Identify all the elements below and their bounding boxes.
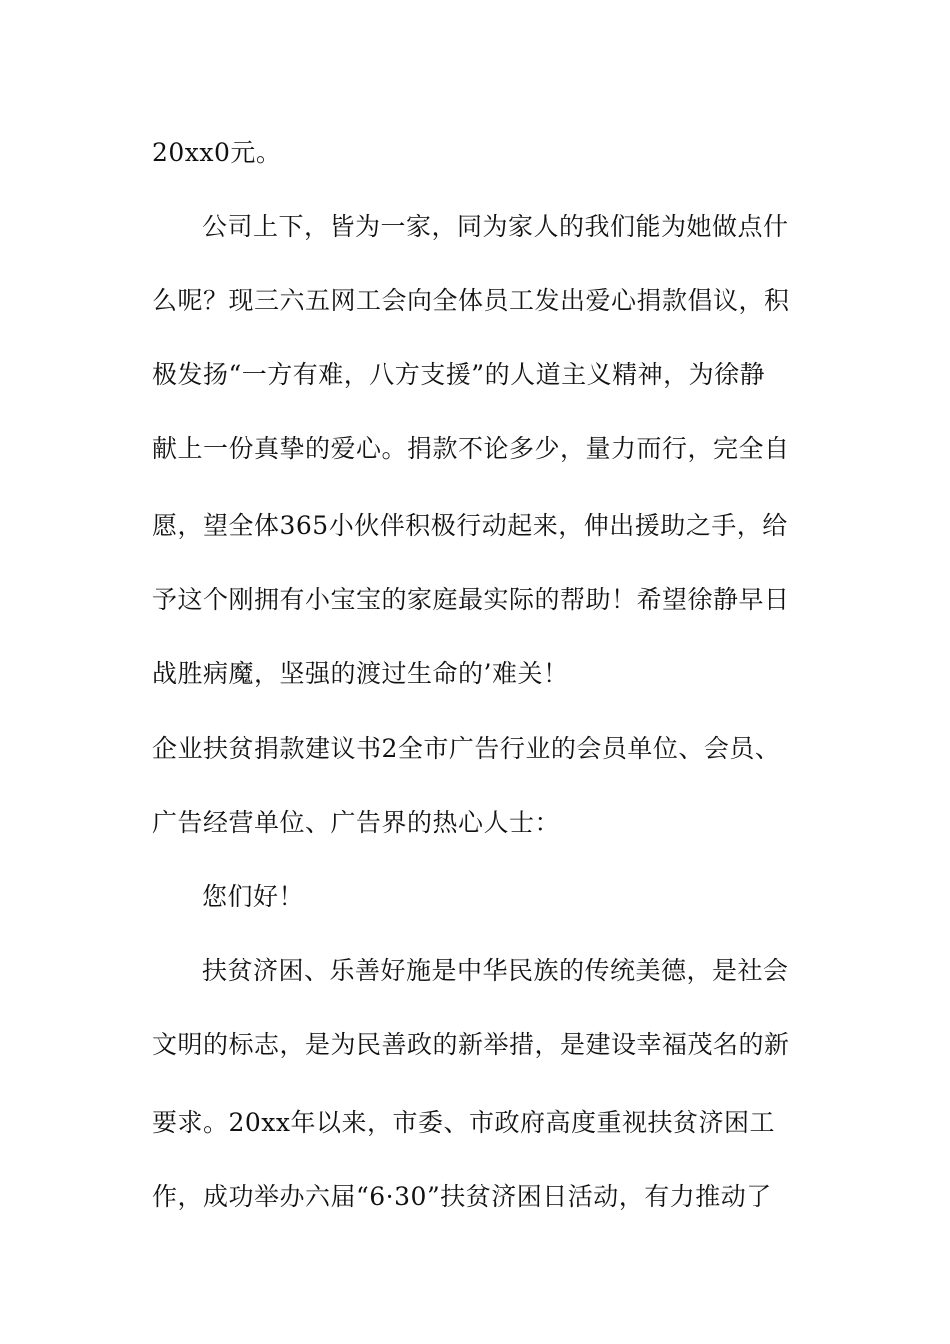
greeting-line: 您们好！ — [202, 882, 305, 911]
text-line: 献上一份真挚的爱心。捐款不论多少，量力而行，完全自 — [152, 434, 790, 463]
text-line: 予这个刚拥有小宝宝的家庭最实际的帮助！希望徐静早日 — [152, 585, 790, 614]
text-line: 战胜病魔，坚强的渡过生命的’难关！ — [152, 659, 569, 688]
text-line: 么呢？现三六五网工会向全体员工发出爱心捐款倡议，积 — [152, 286, 790, 315]
paragraph-start-line: 公司上下，皆为一家，同为家人的我们能为她做点什 — [202, 212, 789, 241]
text-line: 要求。20xx年以来，市委、市政府高度重视扶贫济困工 — [152, 1108, 776, 1137]
section-title-line: 企业扶贫捐款建议书2全市广告行业的会员单位、会员、 — [152, 734, 781, 763]
text-line: 愿，望全体365小伙伴积极行动起来，伸出援助之手，给 — [152, 511, 788, 540]
text-line: 20xx0元。 — [152, 138, 282, 167]
text-line: 广告经营单位、广告界的热心人士： — [152, 808, 561, 837]
paragraph-start-line: 扶贫济困、乐善好施是中华民族的传统美德，是社会 — [202, 956, 789, 985]
text-line: 极发扬“一方有难，八方支援”的人道主义精神，为徐静 — [152, 360, 766, 389]
text-line: 文明的标志，是为民善政的新举措，是建设幸福茂名的新 — [152, 1030, 790, 1059]
text-line: 作，成功举办六届“6·30”扶贫济困日活动，有力推动了 — [152, 1182, 772, 1211]
